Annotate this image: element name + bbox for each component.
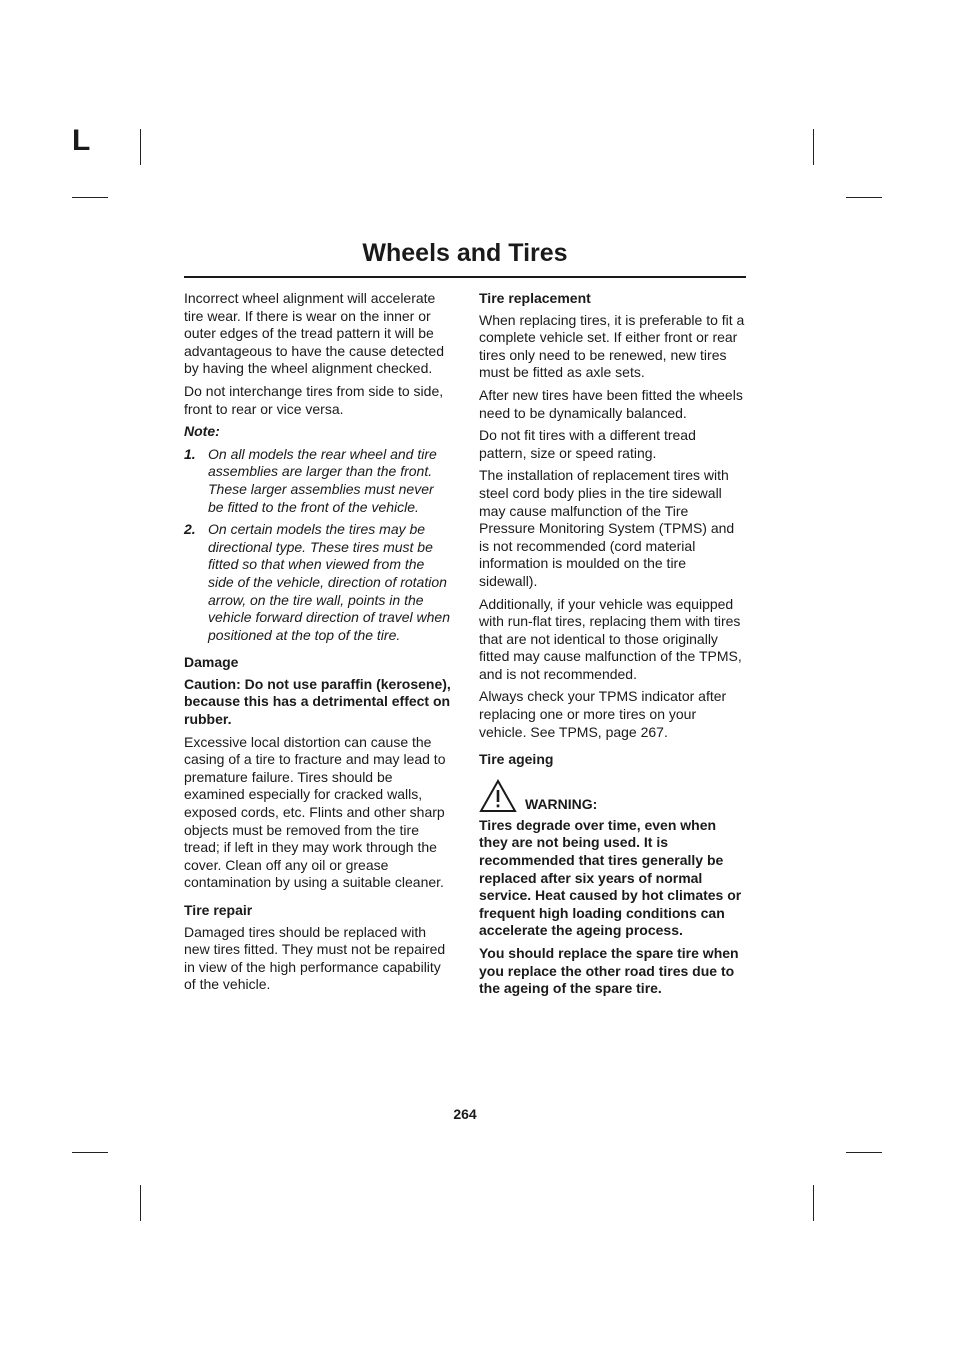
damage-caution: Caution: Do not use paraffin (kerosene), because this has a detrimental effect on rubber. bbox=[184, 675, 451, 728]
list-number: 2. bbox=[184, 521, 196, 538]
title-rule bbox=[184, 276, 746, 278]
note-label: Note: bbox=[184, 423, 220, 440]
replacement-paragraph: After new tires have been fitted the wheels need to be dynamically balanced. bbox=[479, 386, 743, 421]
right-column bbox=[479, 290, 747, 1003]
replacement-heading: Tire replacement bbox=[479, 290, 591, 306]
ageing-heading: Tire ageing bbox=[479, 751, 554, 768]
page-title: Wheels and Tires bbox=[362, 239, 568, 267]
replacement-paragraph: Additionally, if your vehicle was equipped with run-flat tires, replacing them with tires that are not identical to those originally fitted may cause malfunction of the TPMS, and is not recommended. bbox=[479, 595, 742, 682]
section-letter: L bbox=[72, 124, 91, 157]
replacement-paragraph: The installation of replacement tires with steel cord body plies in the tire sidewall may cause malfunction of the Tire Pressure Monitoring System (TPMS) and is not recommended (cord material information is moulded on the tire sidewall). bbox=[479, 467, 735, 589]
repair-paragraph: Damaged tires should be replaced with new tires fitted. They must not be repaired in view of the high performance capability of the vehicle. bbox=[184, 923, 446, 993]
replacement-paragraph: Do not fit tires with a different tread pattern, size or speed rating. bbox=[479, 427, 696, 461]
list-number: 1. bbox=[184, 445, 196, 462]
list-text: On certain models the tires may be directional type. These tires must be fitted so that when viewed from the side of the vehicle, direction of rotation arrow, on the tire wall, points in the vehicle forward direction of travel when positioned at the top of the tire. bbox=[208, 521, 451, 643]
note-list bbox=[184, 446, 452, 645]
left-column bbox=[184, 290, 452, 999]
crop-mark bbox=[846, 1152, 882, 1153]
list-text: On all models the rear wheel and tire assemblies are larger than the front. These larger assemblies must never be fitted to the front of the vehicle. bbox=[208, 445, 437, 515]
warning-text: Tires degrade over time, even when they are not being used. It is recommended that tires generally be replaced after six years of normal service. Heat caused by hot climates or frequent high loading conditions can accelerate the ageing process. bbox=[479, 816, 742, 939]
replacement-paragraph: Always check your TPMS indicator after replacing one or more tires on your vehicle. See TPMS, page 267. bbox=[479, 688, 727, 740]
crop-mark bbox=[140, 1185, 141, 1221]
crop-mark bbox=[140, 129, 141, 165]
replacement-paragraph: When replacing tires, it is preferable to fit a complete vehicle set. If either front or rear tires only need to be renewed, new tires must be fitted as axle sets. bbox=[479, 311, 745, 381]
crop-mark bbox=[72, 197, 108, 198]
repair-heading: Tire repair bbox=[184, 902, 253, 918]
crop-mark bbox=[813, 1185, 814, 1221]
page-number: 264 bbox=[453, 1106, 477, 1122]
interchange-paragraph: Do not interchange tires from side to side, front to rear or vice versa. bbox=[184, 382, 444, 417]
warning-text: You should replace the spare tire when you replace the other road tires due to the ageing of the spare tire. bbox=[479, 945, 739, 997]
list-item bbox=[184, 446, 452, 516]
damage-paragraph: Excessive local distortion can cause the casing of a tire to fracture and may lead to premature failure. Tires should be examined especially for cracked walls, exposed cords, etc. Flints and other sharp objects must be removed from the tire tread; if left in they may work through the cover. Clean off any oil or grease contamination by using a suitable cleaner. bbox=[184, 733, 446, 891]
warning-icon bbox=[479, 779, 517, 813]
damage-heading: Damage bbox=[184, 654, 239, 671]
alignment-paragraph: Incorrect wheel alignment will accelerate tire wear. If there is wear on the inner or outer edges of the tread pattern it will be advantageous to have the cause detected by having the wheel alignment checked. bbox=[184, 290, 444, 377]
warning-header bbox=[479, 779, 747, 813]
warning-label: WARNING: bbox=[525, 795, 598, 812]
crop-mark bbox=[72, 1152, 108, 1153]
crop-mark bbox=[813, 129, 814, 165]
crop-mark bbox=[846, 197, 882, 198]
list-item bbox=[184, 521, 452, 644]
